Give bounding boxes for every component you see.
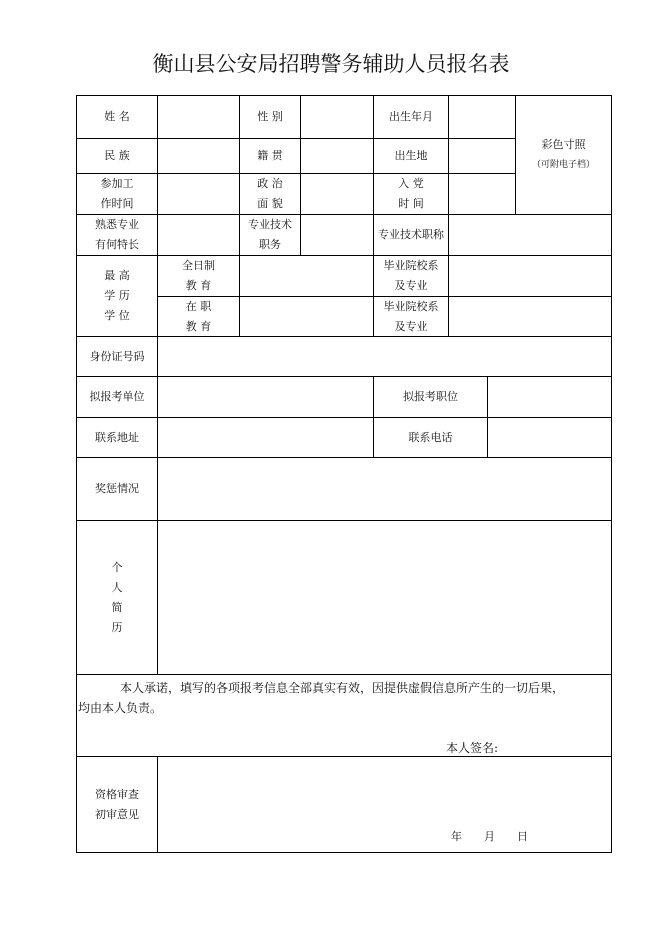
gender-field[interactable] [300,95,374,139]
label-phone: 联系电话 [373,417,488,458]
id-number-field[interactable] [157,336,612,377]
rewards-field[interactable] [157,457,612,521]
label-rewards: 奖惩情况 [76,457,158,521]
label-review: 资格审查 初审意见 [76,756,158,853]
label-apply-position: 拟报考职位 [373,376,488,418]
pledge-line1: 本人承诺，填写的各项报考信息全部真实有效，因提供虚假信息所产生的一切后果， [120,681,565,695]
date-day: 日 [517,830,528,843]
apply-position-field[interactable] [487,376,612,418]
photo-note: （可附电子档） [531,160,595,170]
birth-date-field[interactable] [448,95,516,139]
date-month: 月 [484,830,495,843]
photo-label: 彩色寸照 [541,138,586,151]
review-field[interactable] [157,756,612,853]
label-specialty: 熟悉专业 有何特长 [76,214,158,256]
native-place-field[interactable] [300,138,374,174]
label-education: 最 高 学 历 学 位 [76,255,158,337]
political-field[interactable] [300,173,374,215]
resume-field[interactable] [157,520,612,675]
apply-unit-field[interactable] [157,376,374,418]
address-field[interactable] [157,417,374,458]
label-school1: 毕业院校系 及专业 [373,255,449,297]
label-tech-title: 专业技术职称 [373,214,449,256]
label-fulltime: 全日制 教 育 [157,255,240,297]
label-resume: 个 人 简 历 [76,520,158,675]
label-birthplace: 出生地 [373,138,449,174]
label-party-join: 入 党 时 间 [373,173,449,215]
label-id-number: 身份证号码 [76,336,158,377]
tech-title-field[interactable] [448,214,612,256]
form-title: 衡山县公安局招聘警务辅助人员报名表 [152,52,510,76]
school2-field[interactable] [448,296,612,337]
photo-box[interactable] [515,95,612,215]
name-field[interactable] [157,95,240,139]
label-native-place: 籍 贯 [239,138,301,174]
party-join-field[interactable] [448,173,516,215]
label-ethnicity: 民 族 [76,138,158,174]
specialty-field[interactable] [157,214,240,256]
label-apply-unit: 拟报考单位 [76,376,158,418]
fulltime-field[interactable] [239,255,374,297]
pledge-line2: 均由本人负责。 [78,701,163,715]
signature-label: 本人签名: [446,741,499,755]
phone-field[interactable] [487,417,612,458]
label-tech-post: 专业技术 职务 [239,214,301,256]
label-gender: 性 别 [239,95,301,139]
label-school2: 毕业院校系 及专业 [373,296,449,337]
birthplace-field[interactable] [448,138,516,174]
label-political: 政 治 面 貌 [239,173,301,215]
work-start-field[interactable] [157,173,240,215]
label-name: 姓 名 [76,95,158,139]
label-birth-date: 出生年月 [373,95,449,139]
school1-field[interactable] [448,255,612,297]
ethnicity-field[interactable] [157,138,240,174]
label-inservice: 在 职 教 育 [157,296,240,337]
tech-post-field[interactable] [300,214,374,256]
label-work-start: 参加工 作时间 [76,173,158,215]
label-address: 联系地址 [76,417,158,458]
inservice-field[interactable] [239,296,374,337]
date-year: 年 [451,830,462,843]
